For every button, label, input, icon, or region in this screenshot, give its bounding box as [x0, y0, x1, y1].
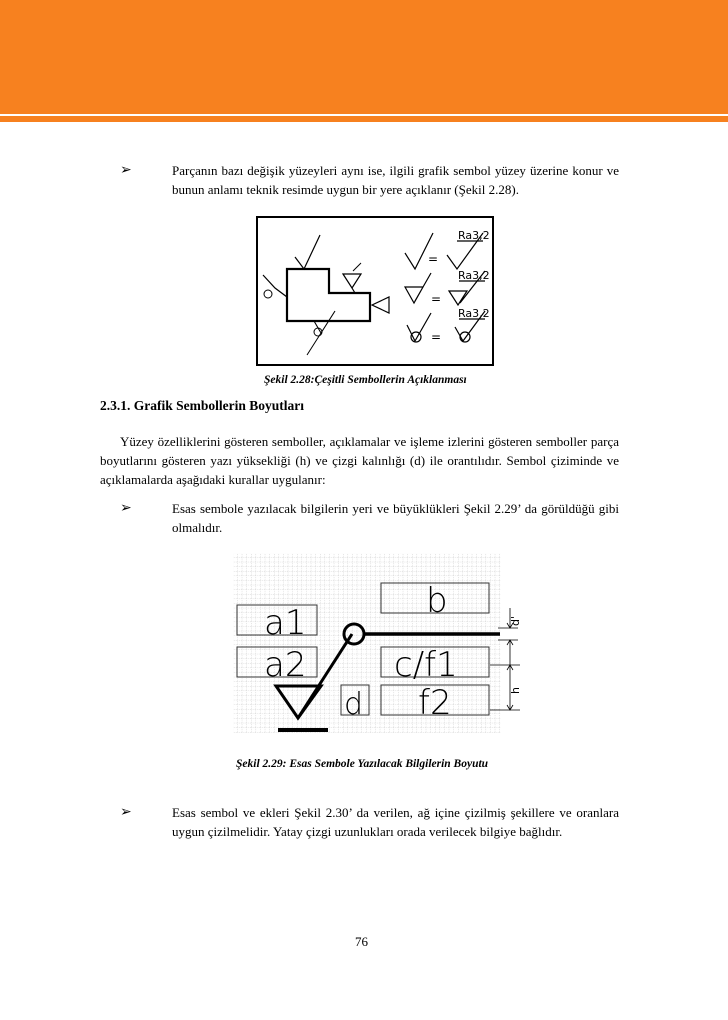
legend-roughness-3: Ra3,2	[458, 307, 490, 320]
legend-equals-1: =	[428, 252, 439, 266]
legend-roughness-2: Ra3,2	[458, 269, 490, 282]
header-band	[0, 0, 728, 114]
page-number: 76	[355, 934, 368, 949]
label-c-f1: c/f1	[394, 645, 458, 685]
legend-equals-2: =	[431, 292, 442, 306]
label-d: d	[344, 687, 364, 722]
bullet-text-2: Esas sembole yazılacak bilgilerin yeri ve büyüklükleri Şekil 2.29’ da görüldüğü gibi olmalıdır.	[172, 501, 619, 535]
figure-2-28	[255, 215, 495, 370]
label-b: b	[426, 581, 448, 621]
figure-2-29-caption: Şekil 2.29: Esas Sembole Yazılacak Bilgilerin Boyutu	[236, 758, 489, 770]
legend-equals-3: =	[431, 330, 442, 344]
dimension-h: h	[509, 687, 522, 694]
header-rule	[0, 116, 728, 122]
label-a2: a2	[264, 645, 307, 685]
figure-2-28-caption: Şekil 2.28:Çeşitli Sembollerin Açıklanması	[264, 374, 467, 386]
label-a1: a1	[264, 603, 307, 643]
legend-roughness-1: Ra3,2	[458, 229, 490, 242]
bullet-icon: ➢	[120, 805, 132, 820]
label-f2: f2	[418, 683, 452, 723]
body-paragraph: Yüzey özelliklerini gösteren semboller, açıklamalar ve işleme izlerini gösteren semboller parça boyutlarını gösteren yazı yüksekliği (h) ve çizgi kalınlığı (d) ile orantılıdır. Sembol çiziminde ve açıklamalarda aşağıdaki kurallar uygulanır:	[100, 434, 619, 487]
bullet-text-1: Parçanın bazı değişik yüzeyleri aynı ise, ilgili grafik sembol yüzey üzerine konur ve bunun anlamı teknik resimde uygun bir yere açıklanır (Şekil 2.28).	[172, 163, 619, 197]
bullet-icon: ➢	[120, 501, 132, 516]
section-heading: 2.3.1. Grafik Sembollerin Boyutları	[100, 398, 304, 413]
dimension-d: d'	[509, 615, 522, 626]
bullet-text-3: Esas sembol ve ekleri Şekil 2.30’ da verilen, ağ içine çizilmiş şekillere ve oranlara uygun çizilmelidir. Yatay çizgi uzunlukları orada verilecek bilgiye bağlıdır.	[172, 805, 619, 839]
bullet-icon: ➢	[120, 163, 132, 178]
figure-2-29	[228, 548, 528, 746]
